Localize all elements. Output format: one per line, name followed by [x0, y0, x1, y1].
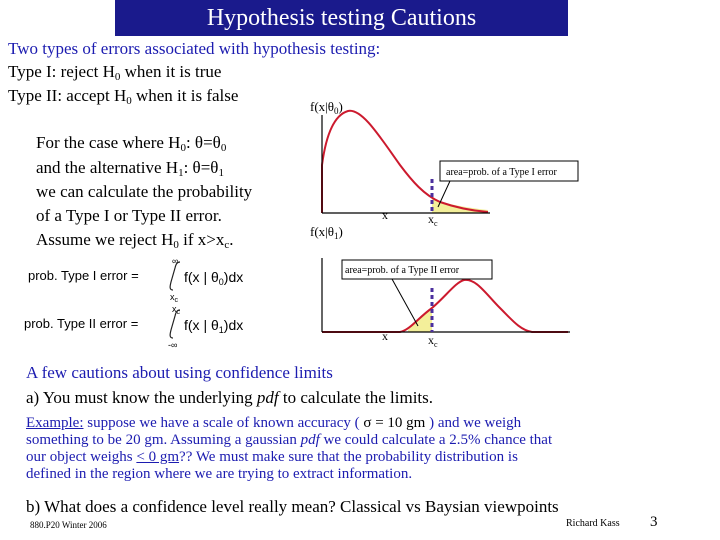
svg-text:∞: ∞ — [172, 256, 179, 266]
plot2-xc-label: $x_c$ — [428, 333, 438, 349]
type1-annotation: area=prob. of a Type I error — [446, 167, 557, 178]
intro-line-2: Type I: reject $H_0$ when it is true — [8, 62, 222, 83]
page-number: 3 — [650, 514, 658, 530]
type2-formula — [22, 300, 262, 352]
case-line-4: of a Type I or Type II error. — [36, 206, 222, 225]
case-line-1: For the case where $H_0$: $\theta=\theta_0$ — [36, 133, 227, 154]
slide-title — [115, 0, 568, 36]
svg-text:prob. Type II error =: prob. Type II error = — [24, 316, 139, 331]
caution-b: b) What does a confidence level really mean? Classical vs Baysian viewpoints — [26, 497, 559, 516]
example-label: Example: — [26, 415, 84, 431]
svg-text:-∞: -∞ — [168, 340, 178, 350]
intro-line-3: Type II: accept $H_0$ when it is false — [8, 86, 239, 107]
plot2-ylabel: $f(x|\theta_1)$ — [310, 224, 343, 241]
intro-line-1: Two types of errors associated with hypothesis testing: — [8, 39, 381, 58]
case-line-5: Assume we reject $H_0$ if $x>x_c$. — [36, 230, 234, 251]
svg-text:prob. Type I error =: prob. Type I error = — [28, 268, 139, 283]
caution-a: a) You must know the underlying pdf to calculate the limits. — [26, 388, 434, 407]
svg-text:f(x | θ0)dx: f(x | $\theta_0)dx$ — [184, 269, 244, 287]
plot1-x-label: x — [382, 208, 388, 222]
type1-formula — [22, 252, 262, 304]
svg-text:xc: $x_c$ — [172, 304, 180, 316]
plot2-x-label: x — [382, 329, 388, 343]
plot1-xc-label: $x_c$ — [428, 212, 438, 228]
type2-curve — [322, 280, 568, 332]
svg-text:f(x | θ1)dx: f(x | $\theta_1)dx$ — [184, 317, 244, 335]
plot1-ylabel: $f(x|\theta_0)$ — [310, 99, 343, 116]
type2-annotation: area=prob. of a Type II error — [345, 265, 460, 276]
cautions-heading: A few cautions about using confidence limits — [26, 363, 333, 382]
case-line-3: we can calculate the probability — [36, 182, 253, 201]
type1-plot — [300, 95, 600, 235]
footer-author: Richard Kass — [566, 518, 620, 529]
case-line-2: and the alternative $H_1$: $\theta=\theta_1$ — [36, 158, 224, 179]
svg-text:xc: $x_c$ — [170, 292, 178, 304]
footer-course: 880.P20 Winter 2006 — [30, 520, 107, 530]
title-text: Hypothesis testing Cautions — [206, 5, 477, 31]
example-paragraph: Example: suppose we have a scale of known accuracy ( σ = 10 gm ) and we weigh something to be 20 gm. Assuming a gaussian pdf we could calculate a 2.5% chance that our object weighs < 0 gm?? We must make sure that the probability distribution is defined in the region where we are trying to extract information. — [26, 415, 553, 482]
type2-plot — [300, 218, 600, 358]
